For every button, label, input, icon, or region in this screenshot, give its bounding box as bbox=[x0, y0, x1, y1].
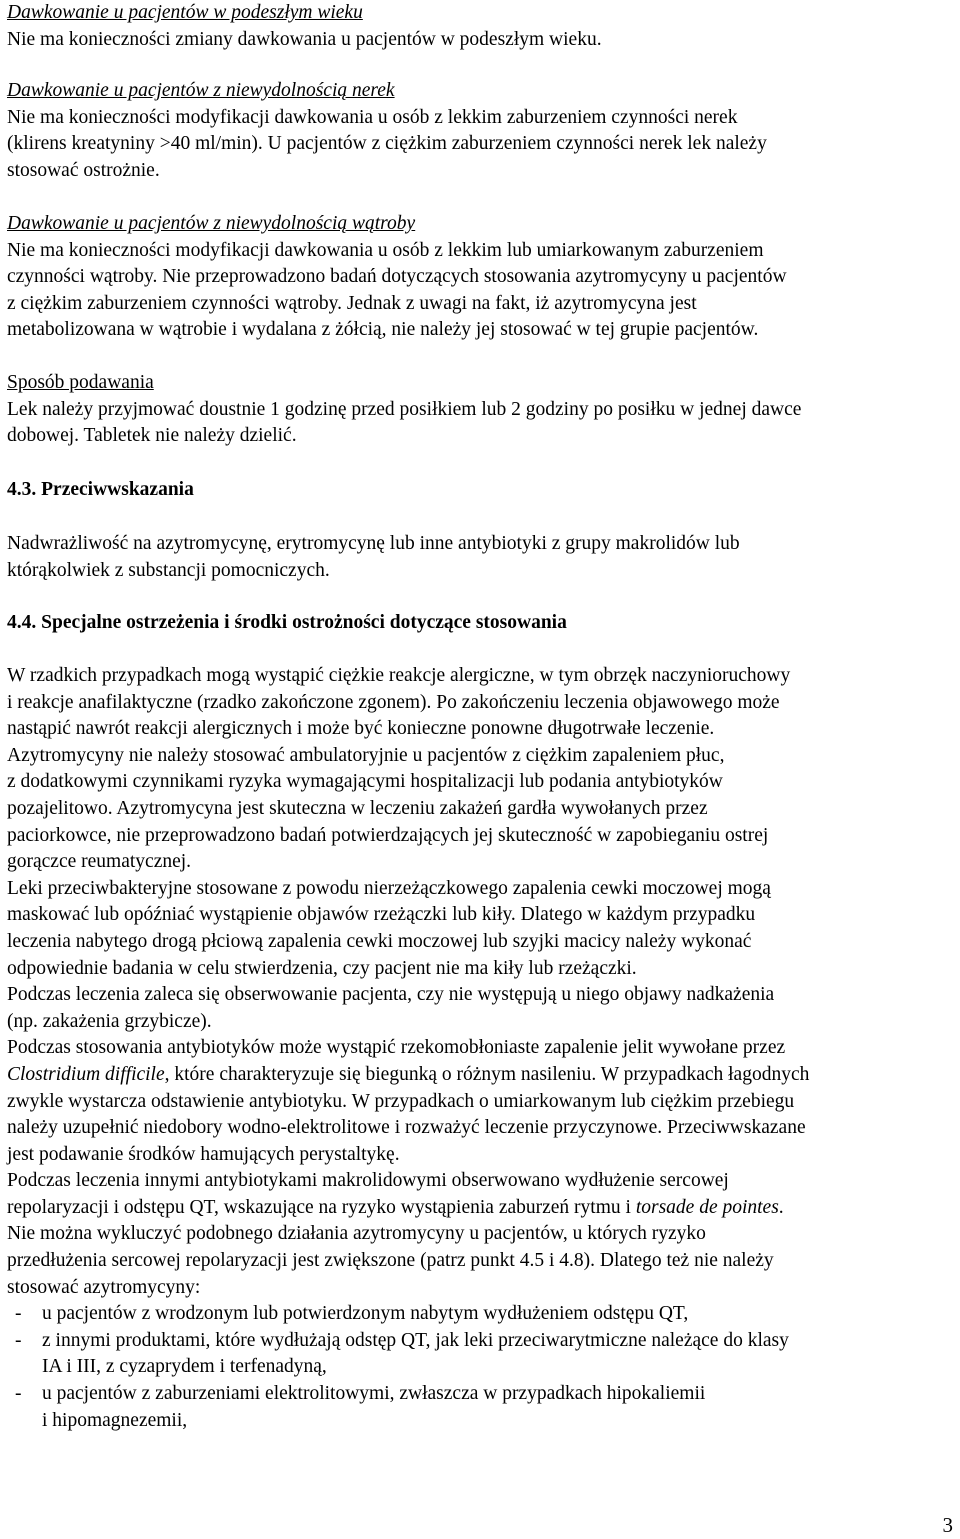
organism-name: Clostridium difficile bbox=[7, 1063, 165, 1085]
paragraph-line: czynności wątroby. Nie przeprowadzono badań dotyczących stosowania azytromycyny u pacjentów bbox=[7, 266, 787, 288]
paragraph-line: odpowiednie badania w celu stwierdzenia, czy pacjent nie ma kiły lub rzeżączki. bbox=[7, 957, 637, 979]
paragraph-line: z ciężkim zaburzeniem czynności wątroby. Jednak z uwagi na fakt, iż azytromycyna jest bbox=[7, 292, 697, 314]
list-dash: - bbox=[15, 1329, 22, 1351]
paragraph-line: (np. zakażenia grzybicze). bbox=[7, 1010, 212, 1032]
paragraph-line: należy uzupełnić niedobory wodno-elektrolitowe i rozważyć leczenie przyczynowe. Przeciwwskazane bbox=[7, 1117, 806, 1139]
paragraph-line: leczenia nabytego drogą płciową zapalenia cewki moczowej lub szyjki macicy należy wykonać bbox=[7, 930, 752, 952]
section-warnings bbox=[7, 610, 567, 637]
paragraph-line: i reakcje anafilaktyczne (rzadko zakończone zgonem). Po zakończeniu leczenia objawowego może bbox=[7, 691, 780, 713]
heading-renal-dosing: Dawkowanie u pacjentów z niewydolnością nerek bbox=[7, 80, 395, 101]
section-renal bbox=[7, 78, 767, 184]
page-number: 3 bbox=[942, 1513, 953, 1537]
paragraph-line: Nie ma konieczności modyfikacji dawkowania u osób z lekkim lub umiarkowanym zaburzeniem bbox=[7, 239, 764, 261]
paragraph-line: Podczas leczenia innymi antybiotykami makrolidowymi obserwowano wydłużenie sercowej bbox=[7, 1170, 729, 1192]
list-item-text: i hipomagnezemii, bbox=[42, 1409, 188, 1431]
list-dash: - bbox=[15, 1303, 22, 1325]
contraindications-body bbox=[7, 531, 740, 584]
paragraph-line: Nie można wykluczyć podobnego działania azytromycyny u pacjentów, u których ryzyko bbox=[7, 1223, 706, 1245]
paragraph-line: z dodatkowymi czynnikami ryzyka wymagającymi hospitalizacji lub podania antybiotyków bbox=[7, 771, 723, 793]
heading-administration: Sposób podawania bbox=[7, 372, 154, 393]
paragraph-line: Nadwrażliwość na azytromycynę, erytromycynę lub inne antybiotyki z grupy makrolidów lub bbox=[7, 533, 740, 554]
paragraph-line: Podczas stosowania antybiotyków może wystąpić rzekomobłoniaste zapalenie jelit wywołane przez bbox=[7, 1037, 786, 1059]
paragraph-line: którąkolwiek z substancji pomocniczych. bbox=[7, 559, 330, 581]
paragraph-line: Azytromycyny nie należy stosować ambulatoryjnie u pacjentów z ciężkim zapaleniem płuc, bbox=[7, 744, 725, 766]
paragraph-line: Leki przeciwbakteryjne stosowane z powodu nierzeżączkowego zapalenia cewki moczowej mogą bbox=[7, 877, 771, 899]
paragraph-text: , które charakteryzuje się biegunką o różnym nasileniu. W przypadkach łagodnych bbox=[164, 1063, 810, 1085]
list-dash: - bbox=[15, 1383, 22, 1405]
paragraph-line: Podczas leczenia zaleca się obserwowanie pacjenta, czy nie występują u niego objawy nadkażenia bbox=[7, 984, 775, 1006]
paragraph-line: nastąpić nawrót reakcji alergicznych i może być konieczne ponowne długotrwałe leczenie. bbox=[7, 718, 715, 740]
paragraph-line: Nie ma konieczności modyfikacji dawkowania u osób z lekkim zaburzeniem czynności nerek bbox=[7, 106, 738, 128]
paragraph-line: Lek należy przyjmować doustnie 1 godzinę przed posiłkiem lub 2 godziny po posiłku w jednej dawce bbox=[7, 398, 802, 420]
list-item-text: IA i III, z cyzaprydem i terfenadyną, bbox=[42, 1356, 327, 1378]
paragraph-line: gorączce reumatycznej. bbox=[7, 851, 192, 873]
heading-hepatic-dosing: Dawkowanie u pacjentów z niewydolnością wątroby bbox=[7, 213, 416, 234]
heading-contraindications: 4.3. Przeciwwskazania bbox=[7, 479, 194, 500]
paragraph-line: zwykle wystarcza odstawienie antybiotyku. W przypadkach o umiarkowanym lub ciężkim przebiegu bbox=[7, 1090, 795, 1112]
paragraph-line-torsade bbox=[7, 1195, 953, 1222]
term-torsade: torsade de pointes bbox=[635, 1196, 779, 1218]
paragraph-line: stosować ostrożnie. bbox=[7, 159, 160, 181]
paragraph-line: stosować azytromycyny: bbox=[7, 1276, 201, 1298]
paragraph-line: maskować lub opóźniać wystąpienie objawów rzeżączki lub kiły. Dlatego w każdym przypadku bbox=[7, 904, 756, 926]
list-item-text: u pacjentów z zaburzeniami elektrolitowymi, zwłaszcza w przypadkach hipokaliemii bbox=[42, 1383, 706, 1405]
paragraph-text: repolaryzacji i odstępu QT, wskazujące na ryzyko wystąpienia zaburzeń rytmu i bbox=[7, 1196, 636, 1218]
heading-elderly-dosing: Dawkowanie u pacjentów w podeszłym wieku bbox=[7, 2, 363, 23]
paragraph-line: pozajelitowo. Azytromycyna jest skuteczna w leczeniu zakażeń gardła wywołanych przez bbox=[7, 797, 708, 819]
warnings-body bbox=[7, 663, 953, 1434]
paragraph-line: jest podawanie środków hamujących perystaltykę. bbox=[7, 1143, 400, 1165]
section-hepatic bbox=[7, 211, 787, 344]
paragraph-line: metabolizowana w wątrobie i wydalana z żółcią, nie należy jej stosować w tej grupie pacjentów. bbox=[7, 319, 759, 341]
list-item-text: z innymi produktami, które wydłużają odstęp QT, jak leki przeciwarytmiczne należące do klasy bbox=[42, 1329, 789, 1351]
section-administration bbox=[7, 370, 801, 450]
paragraph-line: przedłużenia sercowej repolaryzacji jest zwiększone (patrz punkt 4.5 i 4.8). Dlatego też nie należy bbox=[7, 1250, 774, 1272]
paragraph-line: Nie ma konieczności zmiany dawkowania u pacjentów w podeszłym wieku. bbox=[7, 28, 602, 50]
section-contraindications bbox=[7, 477, 194, 504]
paragraph-line: dobowej. Tabletek nie należy dzielić. bbox=[7, 425, 297, 447]
list-item bbox=[7, 1381, 953, 1434]
section-elderly bbox=[7, 0, 602, 53]
paragraph-line: (klirens kreatyniny >40 ml/min). U pacjentów z ciężkim zaburzeniem czynności nerek lek należy bbox=[7, 133, 767, 155]
list-item bbox=[7, 1301, 953, 1328]
paragraph-line-cdiff bbox=[7, 1062, 953, 1089]
list-item bbox=[7, 1328, 953, 1381]
list-item-text: u pacjentów z wrodzonym lub potwierdzonym nabytym wydłużeniem odstępu QT, bbox=[42, 1303, 689, 1325]
paragraph-text: . bbox=[778, 1196, 784, 1218]
paragraph-line: paciorkowce, nie przeprowadzono badań potwierdzających jej skuteczność w zapobieganiu ostrej bbox=[7, 824, 769, 846]
heading-warnings: 4.4. Specjalne ostrzeżenia i środki ostrożności dotyczące stosowania bbox=[7, 612, 567, 633]
paragraph-line: W rzadkich przypadkach mogą wystąpić ciężkie reakcje alergiczne, w tym obrzęk naczynioruchowy bbox=[7, 665, 791, 686]
